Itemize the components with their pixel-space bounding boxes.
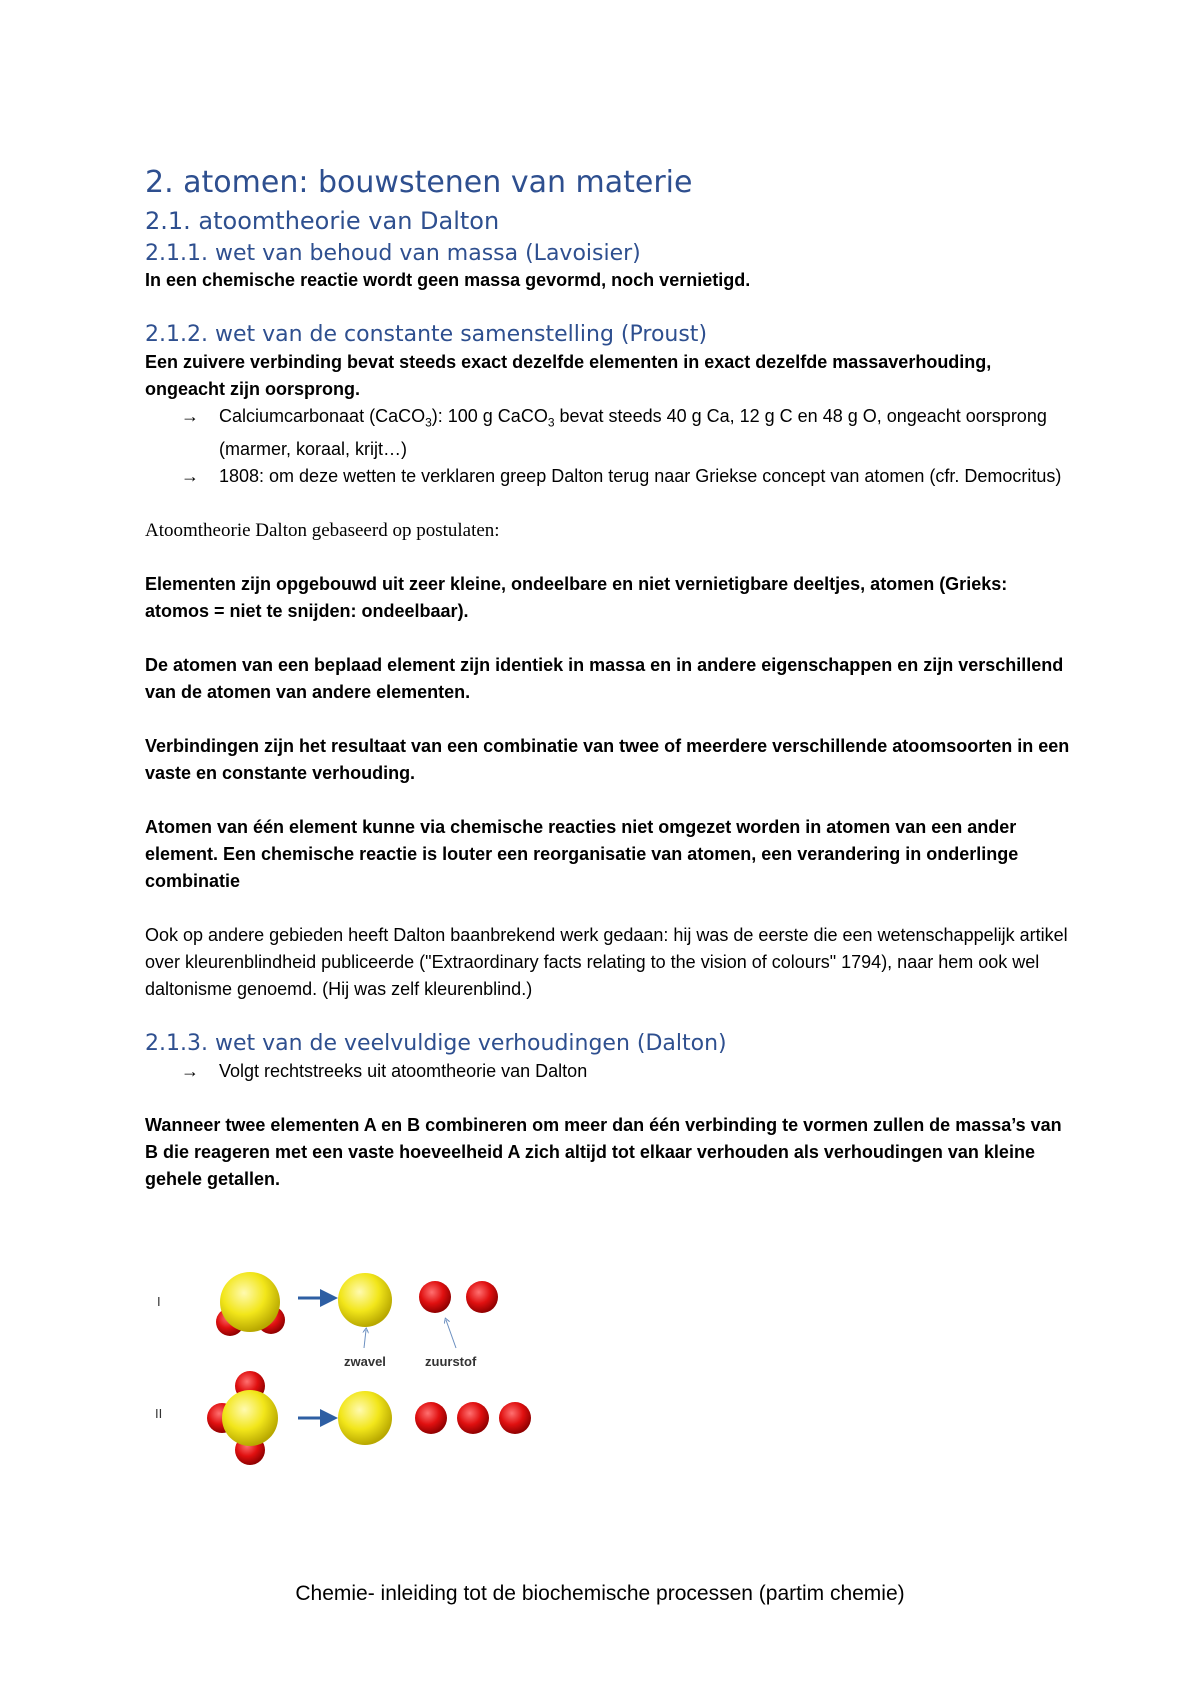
list-item: → Calciumcarbonaat (CaCO$_3$): 100 g CaCO$_3$ bevat steeds 40 g Ca, 12 g C en 48 g O, ongeacht oorsprong (marmer, koraal, krijt…)	[181, 403, 1075, 464]
list-item: → 1808: om deze wetten te verklaren greep Dalton terug naar Griekse concept van atomen (cfr. Democritus)	[181, 463, 1075, 490]
sulfur-atom	[338, 1391, 392, 1445]
heading-2: 2.1. atoomtheorie van Dalton	[145, 207, 500, 235]
arrow-icon: →	[181, 1060, 199, 1081]
row-label-2: II	[155, 1406, 163, 1421]
oxygen-atom	[499, 1402, 531, 1434]
list-item: → Volgt rechtstreeks uit atoomtheorie van Dalton	[181, 1058, 1075, 1085]
bullet-list-multiple	[145, 1058, 1075, 1085]
molecule-diagram	[150, 1260, 570, 1470]
oxygen-atom	[419, 1281, 451, 1313]
postulate-2: De atomen van een beplaad element zijn identiek in massa en in andere eigenschappen en zijn verschillend van de atomen van andere elementen.	[145, 655, 1064, 703]
molecule-so3	[207, 1371, 278, 1465]
postulate-1: Elementen zijn opgebouwd uit zeer kleine, ondeelbare en niet vernietigbare deeltjes, atomen (Grieks: atomos = niet te snijden: ondeelbaar).	[145, 574, 1008, 622]
arrow-icon: →	[181, 466, 199, 487]
pointer-line	[364, 1330, 366, 1348]
sulfur-atom	[220, 1272, 280, 1332]
oxygen-atom	[466, 1281, 498, 1313]
page-footer: Chemie- inleiding tot de biochemische processen (partim chemie)	[295, 1582, 905, 1605]
row-label-1: I	[157, 1294, 161, 1309]
sulfur-atom	[338, 1273, 392, 1327]
oxygen-atom	[415, 1402, 447, 1434]
postulates-intro: Atoomtheorie Dalton gebaseerd op postulaten:	[145, 520, 500, 542]
law-composition-text: Een zuivere verbinding bevat steeds exact dezelfde elementen in exact dezelfde massaverhouding, ongeacht zijn oorsprong.	[145, 351, 992, 399]
heading-1: 2. atomen: bouwstenen van materie	[145, 165, 693, 200]
sulfur-atom	[222, 1390, 278, 1446]
bullet-list-composition	[145, 403, 1075, 491]
law-multiple-text: Wanneer twee elementen A en B combineren om meer dan één verbinding te vormen zullen de massa’s van B die reageren met een vaste hoeveelheid A zich altijd tot elkaar verhouden als verhoudingen van kleine gehele getallen.	[145, 1114, 1062, 1189]
postulate-3: Verbindingen zijn het resultaat van een combinatie van twee of meerdere verschillende atoomsoorten in een vaste en constante verhouding.	[145, 736, 1070, 784]
section-title-3: 2.1.3. wet van de veelvuldige verhoudingen (Dalton)	[145, 1031, 727, 1057]
dalton-note: Ook op andere gebieden heeft Dalton baanbrekend werk gedaan: hij was de eerste die een wetenschappelijk artikel over kleurenblindheid publiceerde ("Extraordinary facts relating to the vision of colours" 1794), naar hem ook wel daltonisme genoemd. (Hij was zelf kleurenblind.)	[145, 925, 1068, 1000]
arrow-icon: →	[181, 405, 199, 426]
section-title-1: 2.1.1. wet van behoud van massa (Lavoisier)	[145, 240, 641, 266]
pointer-line	[446, 1320, 456, 1348]
document-body	[145, 165, 1075, 1193]
oxygen-atom	[457, 1402, 489, 1434]
postulate-4: Atomen van één element kunne via chemische reacties niet omgezet worden in atomen van een ander element. Een chemische reactie is louter een reorganisatie van atomen, een verandering in onderlinge combinatie	[145, 817, 1019, 892]
law-mass-text: In een chemische reactie wordt geen massa gevormd, noch vernietigd.	[145, 270, 751, 291]
label-sulfur: zwavel	[344, 1354, 386, 1369]
label-oxygen: zuurstof	[425, 1354, 477, 1369]
section-title-2: 2.1.2. wet van de constante samenstelling (Proust)	[145, 322, 708, 348]
molecule-so2	[216, 1272, 285, 1336]
